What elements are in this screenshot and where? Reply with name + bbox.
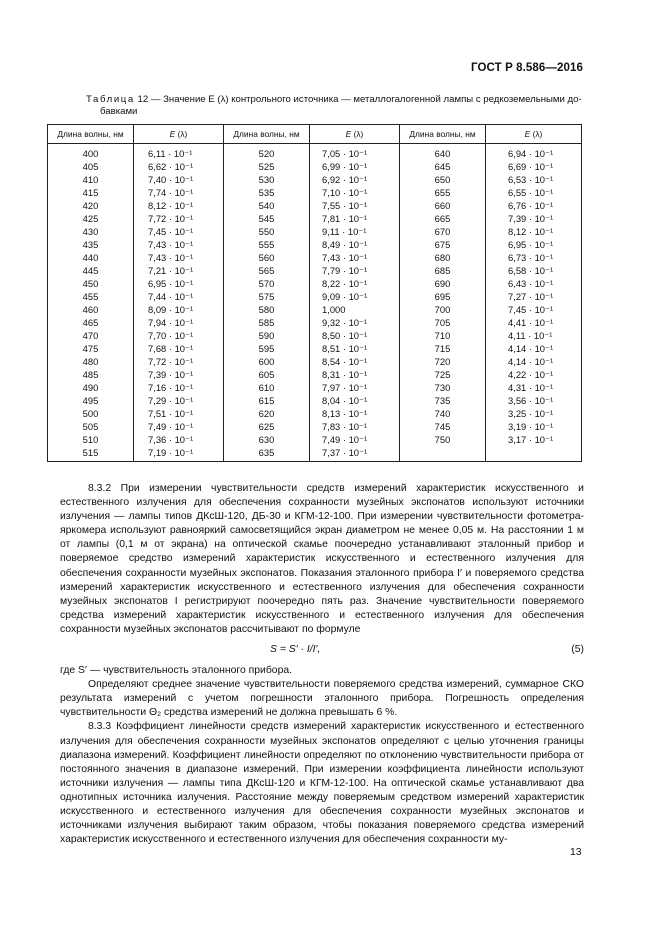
e-lambda-cell: 7,05 · 10⁻¹	[310, 144, 400, 161]
e-lambda-cell: 7,72 · 10⁻¹	[134, 355, 224, 368]
header-wavelength: Длина волны, нм	[400, 125, 486, 144]
wavelength-cell: 680	[400, 251, 486, 264]
table-row	[48, 329, 582, 342]
wavelength-cell: 560	[224, 251, 310, 264]
table-row	[48, 160, 582, 173]
e-lambda-cell: 8,54 · 10⁻¹	[310, 355, 400, 368]
table-row	[48, 420, 582, 433]
wavelength-cell: 705	[400, 316, 486, 329]
table-row	[48, 186, 582, 199]
e-lambda-cell: 7,37 · 10⁻¹	[310, 446, 400, 462]
header-wavelength: Длина волны, нм	[224, 125, 310, 144]
e-lambda-cell: 6,55 · 10⁻¹	[486, 186, 582, 199]
wavelength-cell: 550	[224, 225, 310, 238]
e-lambda-cell: 9,11 · 10⁻¹	[310, 225, 400, 238]
e-lambda-cell: 9,32 · 10⁻¹	[310, 316, 400, 329]
wavelength-cell: 475	[48, 342, 134, 355]
header-e-lambda: E (λ)	[310, 125, 400, 144]
formula-5	[60, 640, 584, 662]
formula-where: где S′ — чувствительность эталонного прибора.	[60, 665, 293, 677]
wavelength-cell: 430	[48, 225, 134, 238]
wavelength-cell: 605	[224, 368, 310, 381]
e-lambda-cell: 8,09 · 10⁻¹	[134, 303, 224, 316]
e-lambda-cell: 7,43 · 10⁻¹	[134, 251, 224, 264]
e-lambda-cell: 3,19 · 10⁻¹	[486, 420, 582, 433]
wavelength-cell: 730	[400, 381, 486, 394]
caption-text: 12 — Значение E (λ) контрольного источника — металлогалогенной лампы с редкоземельными до-	[137, 94, 582, 105]
e-lambda-cell: 3,25 · 10⁻¹	[486, 407, 582, 420]
e-lambda-cell: 7,43 · 10⁻¹	[134, 238, 224, 251]
e-lambda-cell: 8,49 · 10⁻¹	[310, 238, 400, 251]
spectral-table	[47, 124, 582, 462]
e-lambda-cell	[486, 446, 582, 462]
wavelength-cell: 545	[224, 212, 310, 225]
wavelength-cell: 555	[224, 238, 310, 251]
e-lambda-cell: 4,14 · 10⁻¹	[486, 342, 582, 355]
page-header: ГОСТ Р 8.586—2016	[471, 62, 583, 74]
wavelength-cell: 485	[48, 368, 134, 381]
e-lambda-cell: 7,83 · 10⁻¹	[310, 420, 400, 433]
table-row	[48, 144, 582, 161]
wavelength-cell: 615	[224, 394, 310, 407]
e-lambda-cell: 3,56 · 10⁻¹	[486, 394, 582, 407]
wavelength-cell: 650	[400, 173, 486, 186]
caption-label: Таблица	[86, 94, 135, 105]
wavelength-cell: 750	[400, 433, 486, 446]
wavelength-cell: 510	[48, 433, 134, 446]
e-lambda-cell: 6,62 · 10⁻¹	[134, 160, 224, 173]
e-lambda-cell: 7,21 · 10⁻¹	[134, 264, 224, 277]
e-lambda-cell: 7,72 · 10⁻¹	[134, 212, 224, 225]
wavelength-cell: 635	[224, 446, 310, 462]
e-lambda-cell: 7,51 · 10⁻¹	[134, 407, 224, 420]
wavelength-cell: 665	[400, 212, 486, 225]
e-lambda-cell: 7,36 · 10⁻¹	[134, 433, 224, 446]
e-lambda-cell: 4,22 · 10⁻¹	[486, 368, 582, 381]
wavelength-cell: 590	[224, 329, 310, 342]
wavelength-cell: 415	[48, 186, 134, 199]
wavelength-cell: 685	[400, 264, 486, 277]
wavelength-cell: 540	[224, 199, 310, 212]
e-lambda-cell: 8,51 · 10⁻¹	[310, 342, 400, 355]
e-lambda-cell: 8,31 · 10⁻¹	[310, 368, 400, 381]
e-lambda-cell: 8,13 · 10⁻¹	[310, 407, 400, 420]
e-lambda-cell: 7,27 · 10⁻¹	[486, 290, 582, 303]
wavelength-cell: 720	[400, 355, 486, 368]
table-row	[48, 290, 582, 303]
wavelength-cell: 620	[224, 407, 310, 420]
table-row	[48, 446, 582, 462]
e-lambda-cell: 7,45 · 10⁻¹	[134, 225, 224, 238]
e-lambda-cell: 7,29 · 10⁻¹	[134, 394, 224, 407]
wavelength-cell: 740	[400, 407, 486, 420]
e-lambda-cell: 6,92 · 10⁻¹	[310, 173, 400, 186]
e-lambda-cell: 4,31 · 10⁻¹	[486, 381, 582, 394]
header-e-lambda: E (λ)	[134, 125, 224, 144]
wavelength-cell: 460	[48, 303, 134, 316]
e-lambda-cell: 7,94 · 10⁻¹	[134, 316, 224, 329]
wavelength-cell: 500	[48, 407, 134, 420]
e-lambda-cell: 7,45 · 10⁻¹	[486, 303, 582, 316]
formula-number: (5)	[571, 644, 584, 656]
table-row	[48, 368, 582, 381]
e-lambda-cell: 7,55 · 10⁻¹	[310, 199, 400, 212]
e-lambda-cell: 6,73 · 10⁻¹	[486, 251, 582, 264]
wavelength-cell: 450	[48, 277, 134, 290]
wavelength-cell: 710	[400, 329, 486, 342]
wavelength-cell: 490	[48, 381, 134, 394]
e-lambda-cell: 7,68 · 10⁻¹	[134, 342, 224, 355]
wavelength-cell: 530	[224, 173, 310, 186]
table-row	[48, 199, 582, 212]
header-wavelength: Длина волны, нм	[48, 125, 134, 144]
wavelength-cell: 425	[48, 212, 134, 225]
body-text	[60, 482, 584, 847]
wavelength-cell: 465	[48, 316, 134, 329]
e-lambda-cell: 7,40 · 10⁻¹	[134, 173, 224, 186]
e-lambda-cell: 3,17 · 10⁻¹	[486, 433, 582, 446]
e-lambda-cell: 7,19 · 10⁻¹	[134, 446, 224, 462]
header-e-lambda: E (λ)	[486, 125, 582, 144]
table-row	[48, 342, 582, 355]
wavelength-cell: 625	[224, 420, 310, 433]
e-lambda-cell: 6,95 · 10⁻¹	[134, 277, 224, 290]
caption-continuation: бавками	[100, 106, 138, 117]
wavelength-cell: 470	[48, 329, 134, 342]
e-lambda-cell: 7,79 · 10⁻¹	[310, 264, 400, 277]
wavelength-cell: 745	[400, 420, 486, 433]
table-row	[48, 277, 582, 290]
wavelength-cell: 610	[224, 381, 310, 394]
e-lambda-cell: 7,74 · 10⁻¹	[134, 186, 224, 199]
e-lambda-cell: 7,97 · 10⁻¹	[310, 381, 400, 394]
wavelength-cell: 435	[48, 238, 134, 251]
e-lambda-cell: 6,11 · 10⁻¹	[134, 144, 224, 161]
table-row	[48, 394, 582, 407]
wavelength-cell: 715	[400, 342, 486, 355]
e-lambda-cell: 4,14 · 10⁻¹	[486, 355, 582, 368]
wavelength-cell: 480	[48, 355, 134, 368]
e-lambda-cell: 6,95 · 10⁻¹	[486, 238, 582, 251]
wavelength-cell: 445	[48, 264, 134, 277]
e-lambda-cell: 6,69 · 10⁻¹	[486, 160, 582, 173]
table-row	[48, 238, 582, 251]
wavelength-cell: 440	[48, 251, 134, 264]
table-header-row	[48, 125, 582, 144]
table-row	[48, 225, 582, 238]
wavelength-cell: 725	[400, 368, 486, 381]
wavelength-cell: 700	[400, 303, 486, 316]
table-row	[48, 303, 582, 316]
wavelength-cell: 670	[400, 225, 486, 238]
e-lambda-cell: 7,81 · 10⁻¹	[310, 212, 400, 225]
e-lambda-cell: 4,41 · 10⁻¹	[486, 316, 582, 329]
e-lambda-cell: 7,43 · 10⁻¹	[310, 251, 400, 264]
e-lambda-cell: 7,10 · 10⁻¹	[310, 186, 400, 199]
e-lambda-cell: 7,70 · 10⁻¹	[134, 329, 224, 342]
e-lambda-cell: 6,43 · 10⁻¹	[486, 277, 582, 290]
wavelength-cell: 515	[48, 446, 134, 462]
wavelength-cell: 575	[224, 290, 310, 303]
e-lambda-cell: 8,22 · 10⁻¹	[310, 277, 400, 290]
paragraph-8-3-3: 8.3.3 Коэффициент линейности средств измерений характеристик искусственного и естественного излучения для обеспечения сохранности музейных экспонатов определяют с целью уточнения границы диапазона измерений. Коэффициент линейности определяют по отклонению чувствительности прибора от постоянного значения в диапазоне измерений. При измерении коэффициента линейности используют источники излучения — лампы типа ДКсШ-120 и КГМ-12-100. На оптической скамье устанавливают два однотипных источника излучения. Расстояние между поверяемым средством измерений характеристик искусственного и естественного излучения для обеспечения сохранности музейных экспонатов и источниками излучения выбирают таким образом, чтобы показания поверяемого средства измерений характеристик искусственного и естественного излучения для обеспечения сохранности му-	[60, 721, 584, 846]
table-row	[48, 264, 582, 277]
wavelength-cell: 595	[224, 342, 310, 355]
e-lambda-cell: 6,53 · 10⁻¹	[486, 173, 582, 186]
wavelength-cell: 400	[48, 144, 134, 161]
e-lambda-cell: 8,04 · 10⁻¹	[310, 394, 400, 407]
wavelength-cell: 695	[400, 290, 486, 303]
wavelength-cell: 525	[224, 160, 310, 173]
wavelength-cell	[400, 446, 486, 462]
e-lambda-cell: 4,11 · 10⁻¹	[486, 329, 582, 342]
e-lambda-cell: 8,12 · 10⁻¹	[134, 199, 224, 212]
wavelength-cell: 535	[224, 186, 310, 199]
page-number: 13	[570, 847, 582, 858]
e-lambda-cell: 7,16 · 10⁻¹	[134, 381, 224, 394]
table-row	[48, 173, 582, 186]
wavelength-cell: 640	[400, 144, 486, 161]
e-lambda-cell: 1,000	[310, 303, 400, 316]
wavelength-cell: 520	[224, 144, 310, 161]
wavelength-cell: 455	[48, 290, 134, 303]
wavelength-cell: 655	[400, 186, 486, 199]
wavelength-cell: 505	[48, 420, 134, 433]
wavelength-cell: 645	[400, 160, 486, 173]
table-row	[48, 407, 582, 420]
table-row	[48, 381, 582, 394]
table-row	[48, 355, 582, 368]
wavelength-cell: 630	[224, 433, 310, 446]
table-row	[48, 316, 582, 329]
e-lambda-cell: 6,76 · 10⁻¹	[486, 199, 582, 212]
e-lambda-cell: 7,39 · 10⁻¹	[134, 368, 224, 381]
table-body	[48, 144, 582, 462]
wavelength-cell: 570	[224, 277, 310, 290]
formula-expression: S = S′ · I/I′,	[270, 644, 321, 656]
e-lambda-cell: 9,09 · 10⁻¹	[310, 290, 400, 303]
wavelength-cell: 420	[48, 199, 134, 212]
wavelength-cell: 600	[224, 355, 310, 368]
wavelength-cell: 580	[224, 303, 310, 316]
e-lambda-cell: 7,44 · 10⁻¹	[134, 290, 224, 303]
wavelength-cell: 690	[400, 277, 486, 290]
e-lambda-cell: 8,50 · 10⁻¹	[310, 329, 400, 342]
e-lambda-cell: 6,58 · 10⁻¹	[486, 264, 582, 277]
paragraph-8-3-2: 8.3.2 При измерении чувствительности средств измерений характеристик искусственного и естественного излучения для обеспечения сохранности музейных экспонатов используют источники излучения — лампы типов ДКсШ-120, ДБ-30 и КГМ-12-100. При измерении чувствительности фотометра-яркомера используют равнояркий самосветящийся экран диаметром не менее 0,05 м. На расстоянии 1 м от лампы (0,1 м от экрана) на оптической скамье поочередно устанавливают эталонный прибор и поверяемое средство измерений характеристик искусственного и естественного излучения для обеспечения сохранности музейных экспонатов. Показания эталонного прибора I′ и поверяемого средства измерений характеристик искусственного и естественного излучения для обеспечения сохранности музейных экспонатов I регистрируют поочередно пять раз. Значение чувствительности поверяемого средства измерений характеристик искусственного и естественного излучения для обеспечения сохранности музейных экспонатов рассчитывают по формуле	[60, 483, 584, 635]
e-lambda-cell: 8,12 · 10⁻¹	[486, 225, 582, 238]
e-lambda-cell: 6,99 · 10⁻¹	[310, 160, 400, 173]
table-caption	[86, 94, 586, 118]
table-row	[48, 433, 582, 446]
paragraph-mean-value: Определяют среднее значение чувствительности поверяемого средства измерений, суммарное СКО результата измерений с учетом погрешности эталонного прибора. Погрешность определения чувствительности Θ₂ средства измерений не должна превышать 6 %.	[60, 679, 584, 719]
wavelength-cell: 405	[48, 160, 134, 173]
e-lambda-cell: 7,39 · 10⁻¹	[486, 212, 582, 225]
wavelength-cell: 660	[400, 199, 486, 212]
e-lambda-cell: 6,94 · 10⁻¹	[486, 144, 582, 161]
wavelength-cell: 565	[224, 264, 310, 277]
wavelength-cell: 735	[400, 394, 486, 407]
table-row	[48, 212, 582, 225]
e-lambda-cell: 7,49 · 10⁻¹	[310, 433, 400, 446]
wavelength-cell: 585	[224, 316, 310, 329]
wavelength-cell: 675	[400, 238, 486, 251]
wavelength-cell: 410	[48, 173, 134, 186]
table-row	[48, 251, 582, 264]
wavelength-cell: 495	[48, 394, 134, 407]
e-lambda-cell: 7,49 · 10⁻¹	[134, 420, 224, 433]
